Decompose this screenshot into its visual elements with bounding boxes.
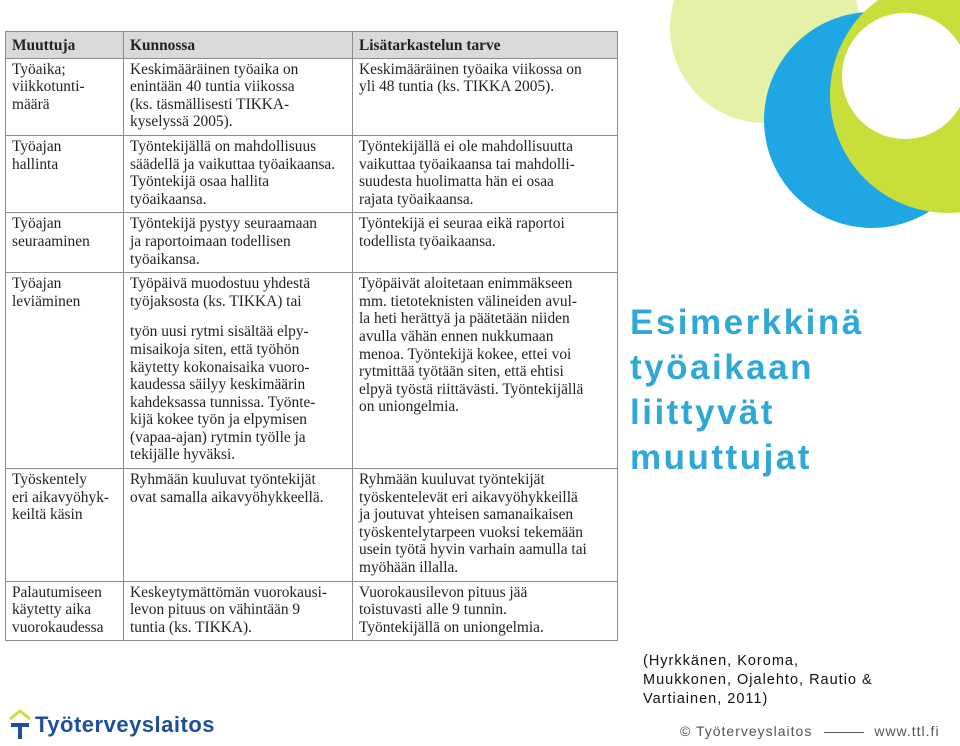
cell-line: eri aikavyöhyk- [12,488,110,506]
cell-line: elpyä työstä riittävästi. Työntekijällä [359,380,584,398]
cell-line: työn uusi rytmi sisältää elpy- [130,323,309,341]
footer [680,723,955,739]
deco-green-circle [830,0,960,213]
cell-line: on uniongelmia. [359,398,460,416]
cell-line: Palautumiseen [12,583,102,601]
cell-line: Työajan [12,137,62,155]
title-line: Esimerkkinä [630,303,864,342]
cell-line: Työpäivä muodostuu yhdestä [130,275,311,293]
cell-kunnossa [124,469,353,582]
cell-line: työaikaansa. [130,190,207,208]
cell-line: Keskimääräinen työaika viikossa on [359,60,582,78]
table-row [6,58,618,135]
table-row [6,135,618,212]
cell-line: käytetty aika [12,601,92,619]
cell-line: toistuvasti alle 9 tunnin. [359,601,507,619]
cell-line: Työaika; [12,60,66,78]
deco-light-green-circle [670,0,860,123]
cell-line: Työntekijällä ei ole mahdollisuutta [359,137,573,155]
cell-muuttuja [6,58,124,135]
cell-line: suudesta huolimatta hän ei osaa [359,173,554,191]
cell-line: viikkotunti- [12,78,85,96]
cell-line: levon pituus on vähintään 9 [130,601,301,619]
cell-line: Työntekijä osaa hallita [130,173,270,191]
cell-line: tekijälle hyväksi. [130,446,236,464]
title-line: työaikaan [630,348,814,387]
cell-line: myöhään illalla. [359,559,459,577]
cell-line: misaikoja siten, että työhön [130,340,300,358]
ttl-logo-mark-icon [8,709,32,741]
cell-line: menoa. Työntekijä kokee, ettei voi [359,345,572,363]
cell-line: Työntekijällä on mahdollisuus [130,137,317,155]
cell-line: la heti herättyä ja päätetään niiden [359,310,570,328]
cell-lisatarkastelu [353,581,618,641]
cell-line: määrä [12,95,50,113]
cell-muuttuja [6,469,124,582]
table-row [6,273,618,469]
cell-muuttuja [6,135,124,212]
cell-line: kahdeksassa tunnissa. Työnte- [130,393,316,411]
cell-line: usein työtä hyvin varhain aamulla tai [359,541,587,559]
ttl-logo-text: Työterveyslaitos [35,712,216,737]
cell-line: tuntia (ks. TIKKA). [130,618,252,636]
cell-line: Työntekijä ei seuraa eikä raportoi [359,215,565,233]
cell-lisatarkastelu [353,58,618,135]
title-line: muuttujat [630,438,812,477]
cell-line: käytetty kokonaisaika vuoro- [130,358,310,376]
table-body [6,58,618,641]
citation-line: Vartiainen, 2011) [643,691,769,707]
cell-kunnossa [124,213,353,273]
cell-line: leviäminen [12,292,81,310]
cell-line [130,310,347,323]
cell-line: säädellä ja vaikuttaa työaikaansa. [130,155,336,173]
cell-line: työskentelytarpeen vuoksi tekemään [359,523,583,541]
cell-lisatarkastelu [353,135,618,212]
cell-lisatarkastelu [353,469,618,582]
cell-muuttuja [6,213,124,273]
cell-line: mm. tietoteknisten välineiden avul- [359,292,577,310]
title-line: liittyvät [630,393,776,432]
cell-line: avulla vähän ennen nukkumaan [359,327,554,345]
cell-line: vuorokaudessa [12,618,104,636]
deco-white-circle [842,13,960,139]
cell-line: kaudessa säilyy keskimäärin [130,376,306,394]
cell-line: todellista työaikaansa. [359,232,496,250]
cell-line: yli 48 tuntia (ks. TIKKA 2005). [359,78,555,96]
cell-line: Keskimääräinen työaika on [130,60,299,78]
cell-line: Työajan [12,215,62,233]
footer-separator [824,732,864,733]
table-header-row [6,32,618,59]
table-row [6,581,618,641]
cell-line: (vapaa-ajan) rytmin työlle ja [130,428,306,446]
cell-kunnossa [124,58,353,135]
cell-line: Työntekijä pystyy seuraamaan [130,215,317,233]
cell-line: kijä kokee työn ja elpymisen [130,411,307,429]
cell-line: työjaksosta (ks. TIKKA) tai [130,292,302,310]
table-row [6,213,618,273]
page-title [630,300,950,480]
variables-table [5,31,618,641]
cell-line: Työskentely [12,471,88,489]
cell-line: työskentelevät eri aikavyöhykkeillä [359,488,578,506]
header-muuttuja: Muuttuja [6,32,124,59]
cell-line: enintään 40 tuntia viikossa [130,78,295,96]
cell-line: vaikuttaa työaikaansa tai mahdolli- [359,155,575,173]
cell-line: rajata työaikaansa. [359,190,474,208]
cell-line: Ryhmään kuuluvat työntekijät [130,471,316,489]
cell-muuttuja [6,273,124,469]
cell-line: (ks. täsmällisesti TIKKA- [130,95,290,113]
cell-line: hallinta [12,155,59,173]
citation-line: (Hyrkkänen, Koroma, [643,653,799,669]
cell-line: työaikansa. [130,250,200,268]
cell-line: Ryhmään kuuluvat työntekijät [359,471,545,489]
cell-lisatarkastelu [353,273,618,469]
cell-line: ja joutuvat yhteisen samanaikaisen [359,506,574,524]
cell-line: Keskeytymättömän vuorokausi- [130,583,328,601]
cell-line: rytmittää työtään siten, että ehtisi [359,363,564,381]
citation-line: Muukkonen, Ojalehto, Rautio & [643,672,873,688]
cell-line: Työntekijällä on uniongelmia. [359,618,544,636]
header-lisatarkastelu: Lisätarkastelun tarve [353,32,618,59]
cell-kunnossa [124,135,353,212]
footer-url-link[interactable]: www.ttl.fi [874,723,940,739]
cell-line: keiltä käsin [12,506,83,524]
cell-line: Vuorokausilevon pituus jää [359,583,528,601]
cell-line: Työpäivät aloitetaan enimmäkseen [359,275,573,293]
footer-copyright: © Työterveyslaitos [680,723,813,739]
cell-lisatarkastelu [353,213,618,273]
citation [643,652,953,709]
cell-kunnossa [124,581,353,641]
cell-kunnossa [124,273,353,469]
cell-line: kyselyssä 2005). [130,113,233,131]
cell-line: ovat samalla aikavyöhykkeellä. [130,488,324,506]
deco-blue-circle [764,12,960,228]
cell-line: seuraaminen [12,232,90,250]
cell-muuttuja [6,581,124,641]
cell-line: ja raportoimaan todellisen [130,232,291,250]
header-kunnossa: Kunnossa [124,32,353,59]
cell-line: Työajan [12,275,62,293]
table-row [6,469,618,582]
